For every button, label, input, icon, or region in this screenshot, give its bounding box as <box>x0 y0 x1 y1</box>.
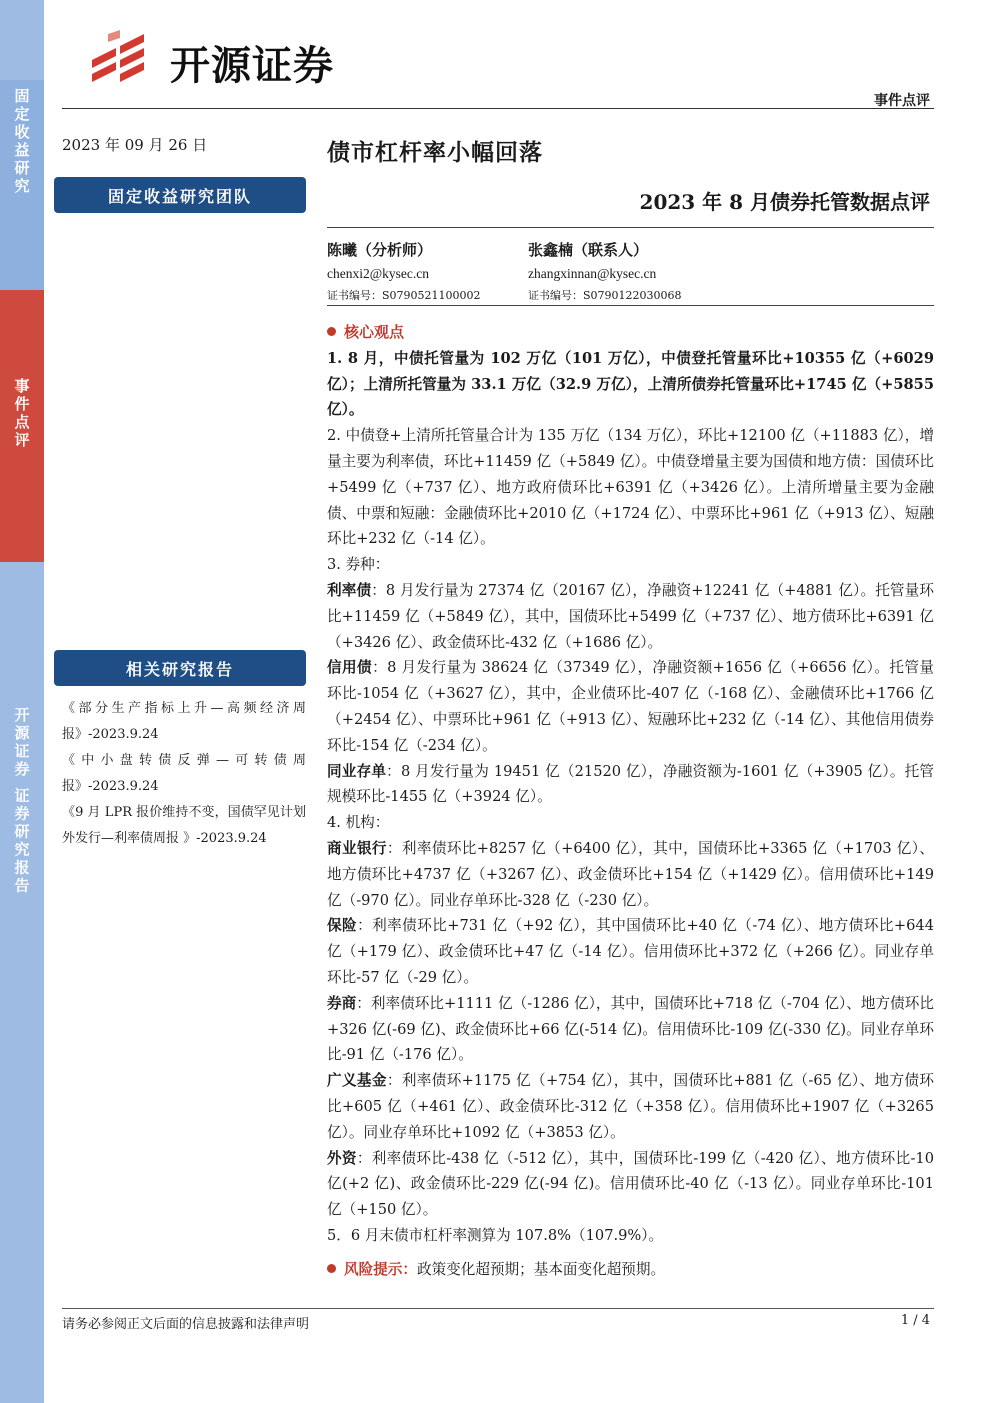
foreign-text: ：利率债环比-438 亿（-512 亿），其中，国债环比-199 亿（-420 亿）、地方债环比-10 亿(+2 亿)、政金债环比-229 亿(-94 亿)。信用债环比-40 亿（-13 亿）。同业存单环比-101 亿（+150 亿）。 <box>327 1149 934 1219</box>
bullet-dot-icon <box>327 1264 336 1273</box>
rate-bond-paragraph <box>327 578 934 655</box>
contact-card <box>528 238 728 306</box>
analyst-card <box>327 238 527 306</box>
sidebar-section-fixed-income <box>0 80 44 290</box>
report-subtitle: 2023 年 8 月债券托管数据点评 <box>639 190 930 214</box>
ncd-label: 同业存单 <box>327 762 387 780</box>
bullet-dot-icon <box>327 327 336 336</box>
rate-bond-text: ：8 月发行量为 27374 亿（20167 亿），净融资+12241 亿（+4881 亿）。托管量环比+11459 亿（+5849 亿），其中，国债环比+5499 亿（+737 亿）、地方债环比+6391 亿（+3426 亿）、政金债环比-432 亿（+1686 亿）。 <box>327 581 934 651</box>
left-sidebar <box>0 0 44 1403</box>
insurance-label: 保险 <box>327 917 358 935</box>
brand-name: 开源证券 <box>170 43 334 89</box>
bank-label: 商业银行 <box>327 839 387 857</box>
sidebar-label-report: 开源证券 证券研究报告 <box>12 707 31 896</box>
contact-name: 张鑫楠（联系人） <box>528 241 649 259</box>
related-report-link[interactable]: 《中小盘转债反弹—可转债周报》-2023.9.24 <box>62 753 306 794</box>
report-body <box>327 320 934 1282</box>
fund-text: ：利率债环+1175 亿（+754 亿），其中，国债环比+881 亿（-65 亿）、地方债环比+605 亿（+461 亿）、政金债环比-312 亿（+358 亿）。信用债环比+1907 亿（+3265 亿）。同业存单环比+1092 亿（+3853 亿）。 <box>327 1072 934 1141</box>
analyst-divider <box>327 305 934 306</box>
footer-divider <box>62 1308 934 1309</box>
analyst-cert: 证书编号：S0790521100002 <box>327 289 481 302</box>
risk-warning <box>327 1257 934 1283</box>
related-report-link[interactable]: 《9 月 LPR 报价维持不变，国债罕见计划外发行—利率债周报 》-2023.9.24 <box>62 805 306 846</box>
bank-text: ：利率债环比+8257 亿（+6400 亿），其中，国债环比+3365 亿（+1703 亿）、地方债环比+4737 亿（+3267 亿）、政金债环比+154 亿（+1429 亿）。信用债环比+149 亿（-970 亿）。同业存单环比-328 亿（-230 亿）。 <box>327 839 934 909</box>
credit-bond-text: ：8 月发行量为 38624 亿（37349 亿），净融资额+1656 亿（+6656 亿）。托管量环比-1054 亿（+3627 亿），其中，企业债环比-407 亿（-168 亿）、金融债环比+1766 亿（+2454 亿）、中票环比+961 亿（+913 亿）、短融环比+232 亿（-14 亿）、其他信用债券环比-154 亿（-234 亿）。 <box>327 659 934 754</box>
credit-bond-paragraph <box>327 655 934 758</box>
sidebar-section-report <box>0 562 44 1403</box>
contact-email[interactable]: zhangxinnan@kysec.cn <box>528 266 657 281</box>
sidebar-label-event: 事件点评 <box>12 378 31 450</box>
broker-label: 券商 <box>327 994 357 1012</box>
paragraph-3: 3. 券种： <box>327 556 390 574</box>
broker-paragraph <box>327 991 934 1068</box>
insurance-text: ：利率债环比+731 亿（+92 亿），其中国债环比+40 亿（-74 亿）、地方债环比+644 亿（+179 亿）、政金债环比+47 亿（-14 亿）。信用债环比+372 亿（+266 亿）。同业存单环比-57 亿（-29 亿）。 <box>327 917 934 986</box>
paragraph-1: 1. 8 月，中债托管量为 102 万亿（101 万亿），中债登托管量环比+10355 亿（+6029 亿）；上清所托管量为 33.1 万亿（32.9 万亿），上清所债券托管量环比+1745 亿（+5855 亿）。 <box>327 349 934 419</box>
foreign-label: 外资 <box>327 1149 357 1167</box>
sidebar-label-fixed-income: 固定收益研究 <box>12 88 31 196</box>
rate-bond-label: 利率债 <box>327 581 372 599</box>
header-divider <box>62 108 934 109</box>
analyst-email[interactable]: chenxi2@kysec.cn <box>327 266 430 281</box>
report-date: 2023 年 09 月 26 日 <box>62 136 208 154</box>
related-reports-banner: 相关研究报告 <box>54 650 306 686</box>
related-report-link[interactable]: 《部分生产指标上升—高频经济周报》-2023.9.24 <box>62 701 306 742</box>
report-type-tag: 事件点评 <box>874 93 930 109</box>
analyst-name: 陈曦（分析师） <box>327 241 433 259</box>
ncd-text: ：8 月发行量为 19451 亿（21520 亿），净融资额为-1601 亿（+3905 亿）。托管规模环比-1455 亿（+3924 亿）。 <box>327 762 934 806</box>
insurance-paragraph <box>327 913 934 990</box>
broker-text: ：利率债环比+1111 亿（-1286 亿），其中，国债环比+718 亿（-704 亿）、地方债环比+326 亿(-69 亿)、政金债环比+66 亿(-514 亿)。信用债环比-109 亿(-330 亿)。同业存单环比-91 亿（-176 亿）。 <box>327 994 934 1064</box>
contact-cert: 证书编号：S0790122030068 <box>528 289 682 302</box>
core-view-label: 核心观点 <box>344 323 405 341</box>
core-view-heading <box>327 320 934 346</box>
title-divider <box>327 227 934 228</box>
fund-label: 广义基金 <box>327 1072 387 1090</box>
team-banner: 固定收益研究团队 <box>54 177 306 213</box>
paragraph-4: 4. 机构： <box>327 814 390 832</box>
credit-bond-label: 信用债 <box>327 659 373 677</box>
footer-disclaimer: 请务必参阅正文后面的信息披露和法律声明 <box>62 1317 310 1332</box>
fund-paragraph <box>327 1068 934 1145</box>
related-reports-list <box>62 696 306 852</box>
page-number: 1 / 4 <box>900 1313 930 1328</box>
risk-label: 风险提示： <box>344 1260 417 1278</box>
paragraph-2: 2. 中债登+上清所托管量合计为 135 万亿（134 万亿），环比+12100 亿（+11883 亿），增量主要为利率债，环比+11459 亿（+5849 亿）。中债登增量主要为国债和地方债：国债环比+5499 亿（+737 亿）、地方政府债环比+6391 亿（+3426 亿）。上清所增量主要为金融债、中票和短融：金融债环比+2010 亿（+1724 亿）、中票环比+961 亿（+913 亿）、短融环比+232 亿（-14 亿）。 <box>327 427 934 548</box>
risk-text: 政策变化超预期；基本面变化超预期。 <box>416 1260 666 1278</box>
foreign-paragraph <box>327 1146 934 1223</box>
bank-paragraph <box>327 836 934 913</box>
report-title: 债市杠杆率小幅回落 <box>327 139 543 166</box>
sidebar-section-event <box>0 290 44 562</box>
ncd-paragraph <box>327 759 934 811</box>
paragraph-5: 5．6 月末债市杠杆率测算为 107.8%（107.9%）。 <box>327 1226 664 1244</box>
